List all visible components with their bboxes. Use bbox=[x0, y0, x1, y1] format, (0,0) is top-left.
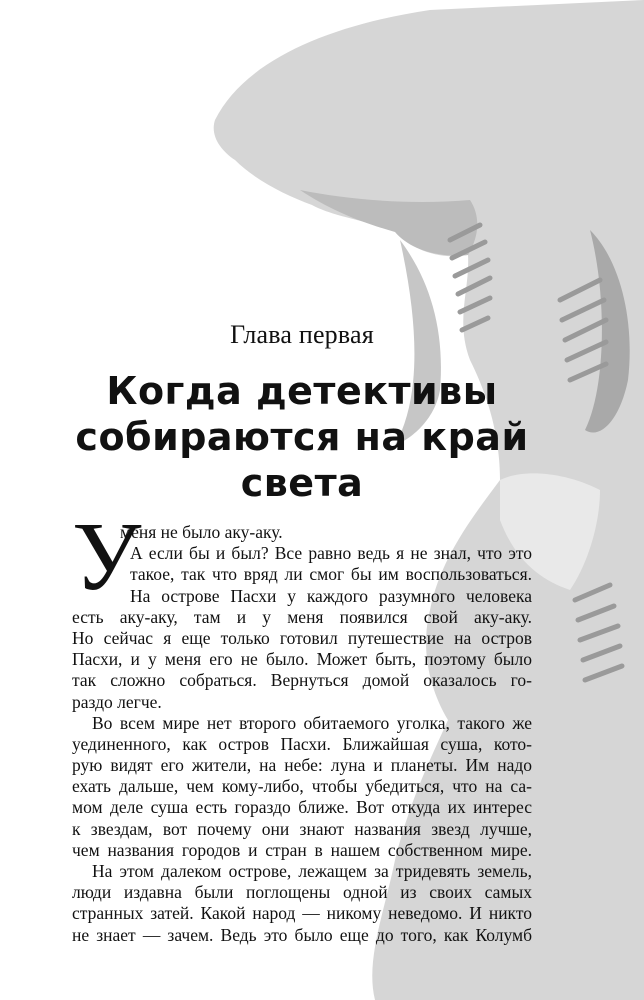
text-line: странных затей. Какой народ — никому неведомо. И никто bbox=[72, 903, 532, 924]
text-line: А если бы и был? Все равно ведь я не знал, что это bbox=[130, 543, 532, 564]
text-line: чем названия городов и стран в нашем собственном мире. bbox=[72, 839, 532, 860]
text-line: Но сейчас я еще только готовил путешествие на остров bbox=[72, 627, 532, 648]
text-line: к звездам, вот почему они знают названия звезд лучше, bbox=[72, 818, 532, 839]
text-line: Во всем мире нет второго обитаемого уголка, такого же bbox=[92, 712, 532, 733]
text-line: есть аку-аку, там и у меня появился свой аку-аку. bbox=[72, 606, 532, 627]
chapter-label: Глава первая bbox=[230, 320, 374, 349]
text-line: На острове Пасхи у каждого разумного человека bbox=[130, 585, 532, 606]
text-line: рую видят его жители, на небе: луна и планеты. Им надо bbox=[72, 755, 532, 776]
text-line: На этом далеком острове, лежащем за тридевять земель, bbox=[92, 861, 532, 881]
text-line: мом деле суша есть гораздо ближе. Вот откуда их интерес bbox=[72, 797, 532, 818]
text-line: меня не было аку-аку. bbox=[120, 522, 283, 542]
text-line: люди издавна были поглощены одной из своих самых bbox=[72, 882, 532, 903]
chapter-title-line: собираются на край bbox=[75, 415, 529, 459]
text-line: ехать дальше, чем кому-либо, чтобы убедиться, что на са- bbox=[72, 776, 532, 797]
text-line: уединенного, как остров Пасхи. Ближайшая суша, кото- bbox=[72, 733, 532, 754]
chapter-body-text bbox=[72, 522, 532, 946]
text-line: такое, так что вряд ли смог бы им воспользоваться. bbox=[130, 564, 532, 585]
drop-cap: У bbox=[72, 503, 142, 611]
text-line: так сложно собраться. Вернуться домой оказалось го- bbox=[72, 670, 532, 691]
text-line: раздо легче. bbox=[72, 691, 162, 712]
chapter-title-line: света bbox=[240, 461, 364, 505]
text-line: не знает — зачем. Ведь это было еще до того, как Колумб bbox=[72, 924, 532, 945]
chapter-title-line: Когда детективы bbox=[106, 369, 498, 413]
text-line: Пасхи, и у меня его не было. Может быть, поэтому было bbox=[72, 649, 532, 670]
chapter-title bbox=[70, 368, 534, 506]
